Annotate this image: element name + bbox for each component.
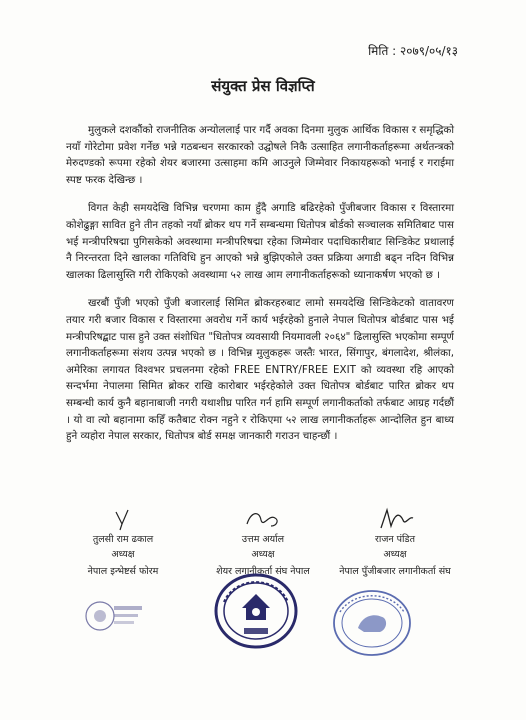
document-date: मिति : २०७९/०५/१३ xyxy=(368,44,458,58)
paragraph-1: मुलुकले दशकौंको राजनीतिक अन्योललाई पार गर्दै अवका दिनमा मुलुक आर्थिक विकास र समृद्धिको नयाँ गोरेटोमा प्रवेश गर्नेछ भन्ने गठबन्धन सरकारको उद्घोषले निकै उत्साहित लगानीकर्ताहरूमा अर्थतन्त्रको मेरुदण्डको रूपमा रहेको शेयर बजारमा उत्साहमा कमि आउनुले जिम्मेवार निकायहरूको भनाई र गराईमा स्पष्ट फरक देखिन्छ । xyxy=(66,124,454,186)
signatory-role: अध्यक्ष xyxy=(251,549,275,560)
left-seal-stamp-icon xyxy=(80,596,144,638)
document-title: संयुक्त प्रेस विज्ञप्ति xyxy=(211,77,315,95)
right-seal-stamp-icon xyxy=(330,588,414,658)
signatory-org: शेयर लगानीकर्ता संघ नेपाल xyxy=(216,566,310,577)
signatory-role: अध्यक्ष xyxy=(111,549,135,560)
signatory-name: तुलसी राम ढकाल xyxy=(92,534,154,545)
document-body xyxy=(66,122,454,457)
signatory-name: उत्तम अर्याल xyxy=(241,534,285,545)
signatory-name: राजन पंडित xyxy=(374,534,416,545)
signature-scribble-icon xyxy=(233,506,293,532)
signatory-role: अध्यक्ष xyxy=(383,549,407,560)
signature-scribble-icon xyxy=(98,506,148,532)
signatory-3 xyxy=(330,506,460,577)
paragraph-2: विगत केही समयदेखि विभिन्न चरणमा काम हुँदै अगाडि बढिरहेको पुँजीबजार विकास र विस्तारमा कोशेढुङ्गा सावित हुने तीन तहको नयाँ ब्रोकर थप गर्ने सम्बन्धमा धितोपत्र बोर्डको सञ्चालक समितिबाट पास भई मन्त्रीपरिषद्मा पुगिसकेको अवस्थामा मन्त्रीपरिषद्मा रहेका जिम्मेवार पदाधिकारीबाट सिन्डिकेट प्रथालाई नै निरन्तरता दिने खालका गतिविधि हुन आएको भन्ने बुझिएकोले उक्त प्रक्रिया अगाडी बढ्न नदिन विभिन्न खालका ढिलासुस्ति गरी रोकिएको अवस्थामा ५२ लाख आम लगानीकर्ताहरूको ध्यानाकर्षण भएको छ । xyxy=(66,202,454,281)
signatory-2 xyxy=(198,506,328,577)
signatory-org: नेपाल इन्भेष्टर्स फोरम xyxy=(87,566,159,577)
signatory-1 xyxy=(58,506,188,577)
signature-scribble-icon xyxy=(365,506,425,532)
center-seal-stamp-icon xyxy=(212,572,300,650)
signatory-org: नेपाल पुँजीबजार लगानीकर्ता संघ xyxy=(339,566,451,577)
paragraph-3: खरबौं पुँजी भएको पुँजी बजारलाई सिमित ब्रोकरहरुबाट लामो समयदेखि सिन्डिकेटको वातावरण तयार गरी बजार विकास र विस्तारमा अवरोध गर्ने कार्य भईरहेको हुनाले नेपाल धितोपत्र बोर्डबाट पास भई मन्त्रीपरिषद्बाट पास हुने उक्त संशोधित "धितोपत्र व्यवसायी नियमावली २०६४" ढिलासुस्ति भएकोमा सम्पूर्ण लगानीकर्ताहरूमा संशय उत्पन्न भएको छ । विभिन्न मुलुकहरू जस्तैः भारत, सिंगापुर, बंगलादेश, श्रीलंका, अमेरिका लगायत विश्वभर प्रचलनमा रहेको FREE ENTRY/FREE EXIT को व्यवस्था रहि आएको सन्दर्भमा नेपालमा सिमित ब्रोकर राखि कारोबार भईरहेकोले उक्त धितोपत्र बोर्डबाट पारित ब्रोकर थप सम्बन्धी कार्य कुनै बहानाबाजी नगरी यथाशीघ्र पारित गर्न हामि सम्पूर्ण लगानीकर्ताको तर्फबाट आग्रह गर्दछौं । यो वा त्यो बहानामा कहिँ कतैबाट रोक्न नहुने र रोकिएमा ५२ लाख लगानीकर्ताहरू आन्दोलित हुन बाध्य हुने व्यहोरा नेपाल सरकार, धितोपत्र बोर्ड समक्ष जानकारी गराउन चाहन्छौं । xyxy=(66,297,454,443)
